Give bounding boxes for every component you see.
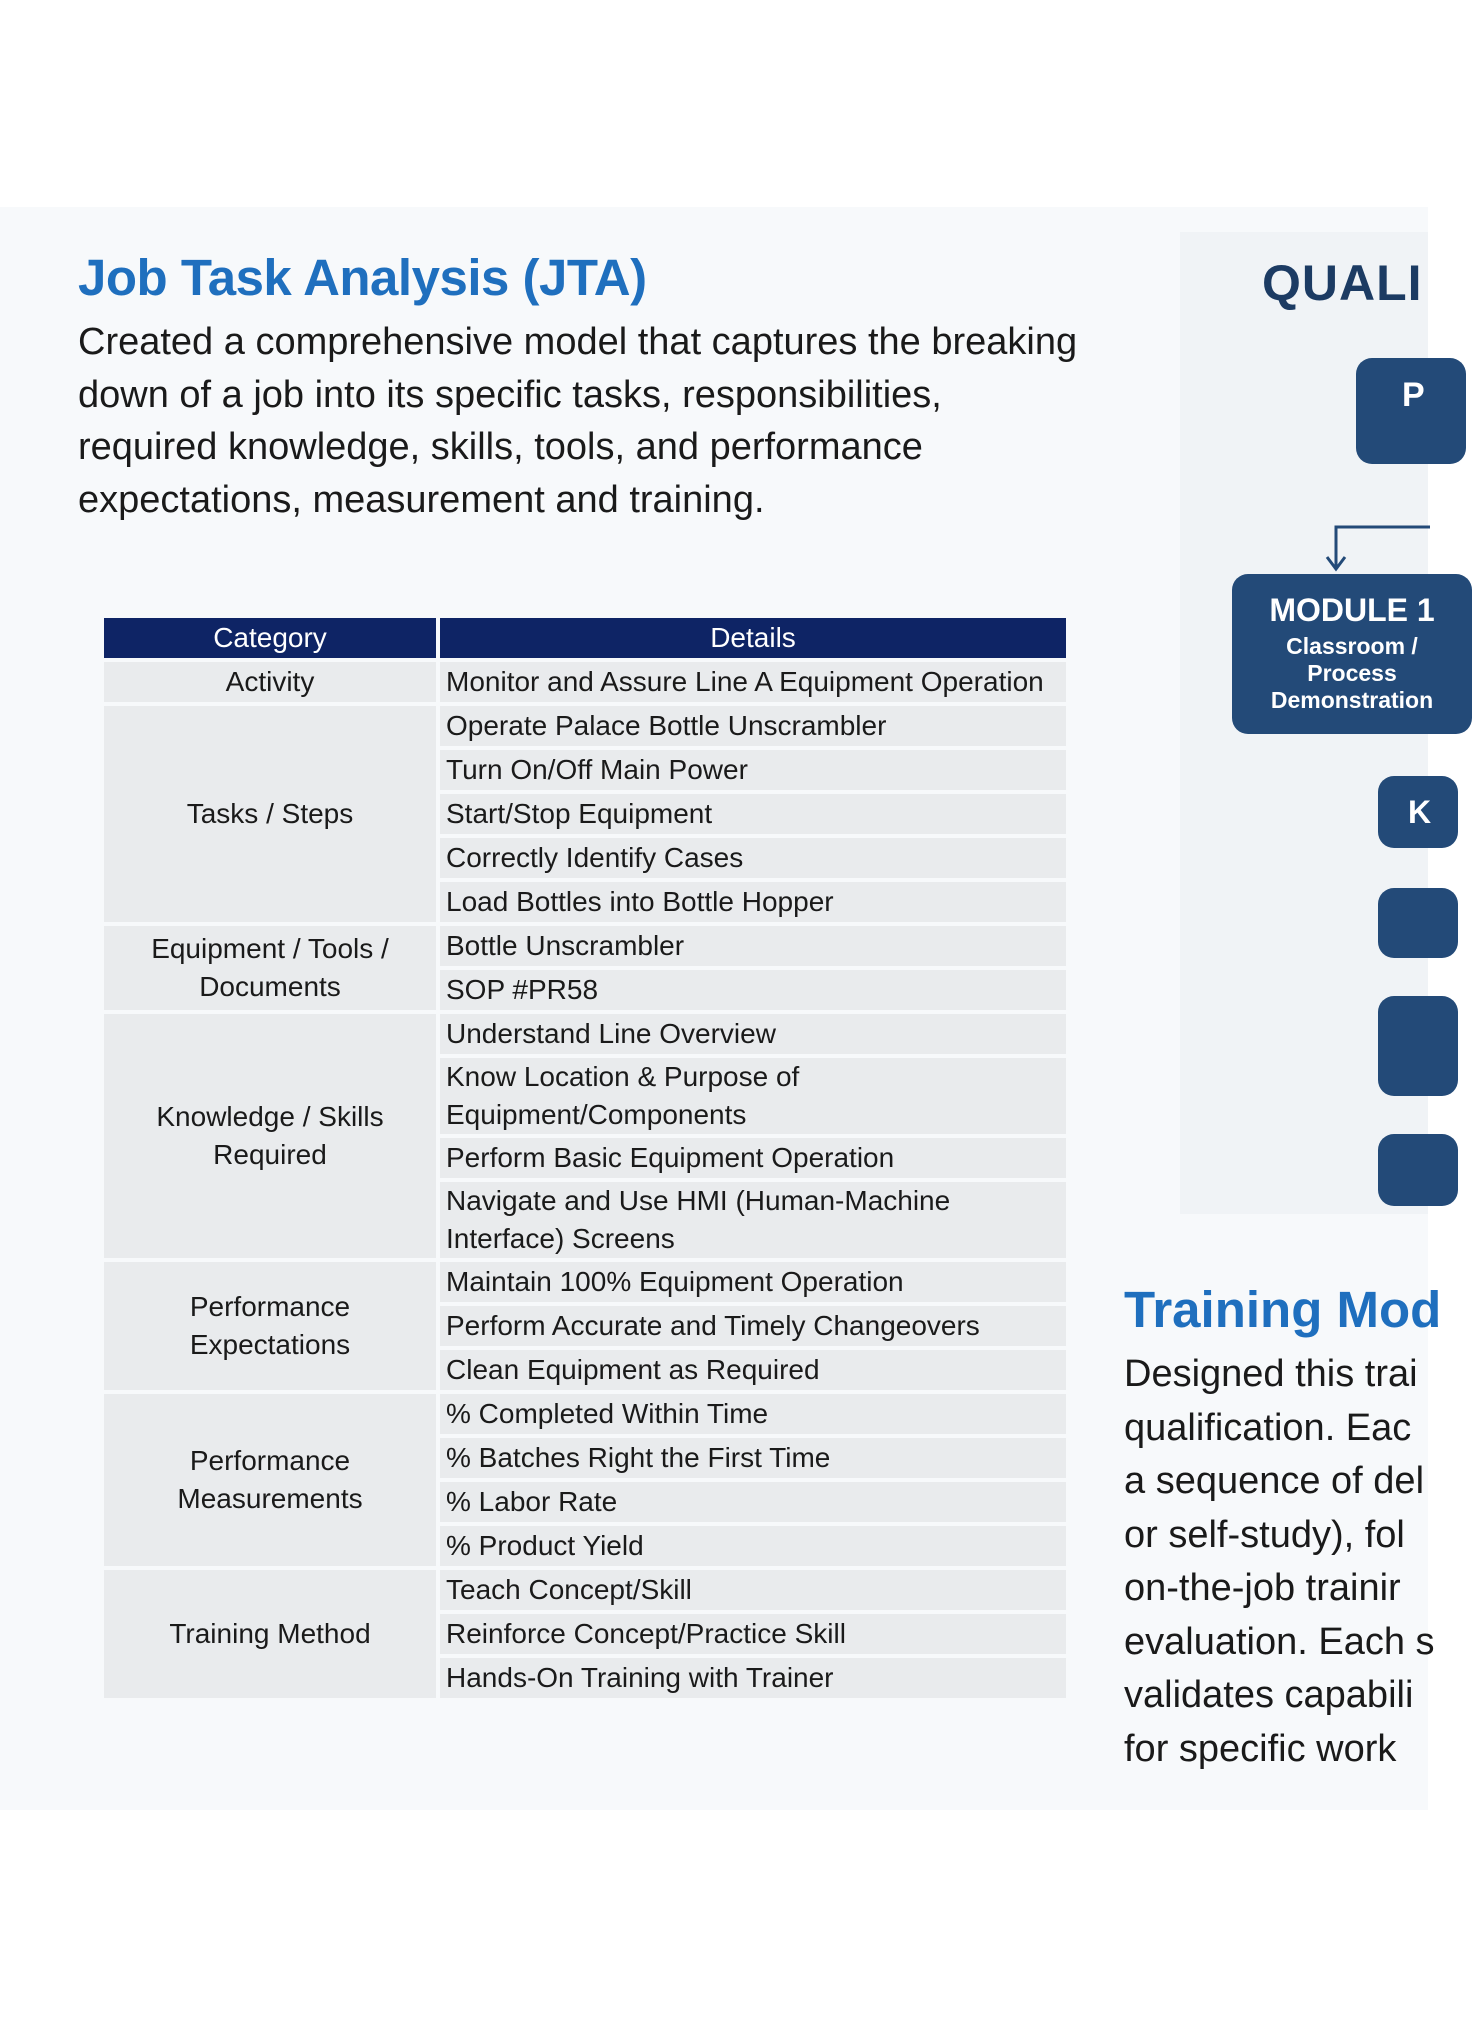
training-model-title: Training Mod — [1124, 1281, 1442, 1338]
detail-cell: Start/Stop Equipment — [440, 794, 1066, 834]
detail-cell: Know Location & Purpose of Equipment/Components — [440, 1058, 1066, 1134]
jta-table — [100, 614, 1070, 1702]
detail-cell: % Product Yield — [440, 1526, 1066, 1566]
training-model-line: Designed this trai — [1124, 1353, 1418, 1395]
detail-cell: Maintain 100% Equipment Operation — [440, 1262, 1066, 1302]
training-model-line: validates capabili — [1124, 1674, 1414, 1716]
table-row — [104, 1394, 1066, 1434]
table-row — [104, 662, 1066, 702]
training-model-line: for specific work — [1124, 1727, 1397, 1770]
module-1-line: Process — [1307, 660, 1397, 686]
detail-cell: Perform Accurate and Timely Changeovers — [440, 1306, 1066, 1346]
jta-title: Job Task Analysis (JTA) — [78, 249, 647, 306]
diagram-box-program: P — [1356, 358, 1466, 464]
diagram-box-module-1 — [1232, 574, 1472, 734]
table-header-row — [104, 618, 1066, 658]
detail-cell: % Completed Within Time — [440, 1394, 1066, 1434]
module-1-title: MODULE 1 — [1269, 592, 1435, 628]
header-category: Category — [104, 618, 436, 658]
diagram-title: QUALI — [1262, 255, 1423, 311]
category-cell: Activity — [104, 662, 436, 702]
diagram-box — [1378, 888, 1458, 958]
detail-cell: Teach Concept/Skill — [440, 1570, 1066, 1610]
jta-description: Created a comprehensive model that captures the breaking down of a job into its specific tasks, responsibilities, required knowledge, skills, tools, and performance expectations, measurement and training. — [78, 321, 1078, 521]
detail-cell: Clean Equipment as Required — [440, 1350, 1066, 1390]
training-model-line: evaluation. Each s — [1124, 1620, 1435, 1663]
table-row — [104, 1570, 1066, 1610]
detail-cell: % Batches Right the First Time — [440, 1438, 1066, 1478]
detail-cell: Understand Line Overview — [440, 1014, 1066, 1054]
training-model-body — [1124, 1348, 1435, 1776]
detail-cell: Turn On/Off Main Power — [440, 750, 1066, 790]
detail-cell: Correctly Identify Cases — [440, 838, 1066, 878]
table-row — [104, 1014, 1066, 1054]
category-cell: Equipment / Tools / Documents — [104, 926, 436, 1010]
training-model-line: or self-study), fol — [1124, 1513, 1405, 1556]
detail-cell: Load Bottles into Bottle Hopper — [440, 882, 1066, 922]
diagram-box — [1378, 1134, 1458, 1206]
detail-cell: Monitor and Assure Line A Equipment Operation — [440, 662, 1066, 702]
category-cell: Tasks / Steps — [104, 706, 436, 922]
detail-cell: Perform Basic Equipment Operation — [440, 1138, 1066, 1178]
detail-cell: Bottle Unscrambler — [440, 926, 1066, 966]
category-cell: Knowledge / Skills Required — [104, 1014, 436, 1258]
diagram-box-k: K — [1378, 776, 1458, 848]
table-row — [104, 1262, 1066, 1302]
training-model-line: a sequence of del — [1124, 1460, 1425, 1502]
detail-cell: Reinforce Concept/Practice Skill — [440, 1614, 1066, 1654]
detail-cell: Hands-On Training with Trainer — [440, 1658, 1066, 1698]
detail-cell: SOP #PR58 — [440, 970, 1066, 1010]
header-details: Details — [440, 618, 1066, 658]
training-model-line: on-the-job trainir — [1124, 1567, 1401, 1609]
category-cell: Training Method — [104, 1570, 436, 1698]
module-1-line: Demonstration — [1270, 687, 1434, 713]
table-row — [104, 926, 1066, 966]
detail-cell: % Labor Rate — [440, 1482, 1066, 1522]
category-cell: Performance Measurements — [104, 1394, 436, 1566]
category-cell: Performance Expectations — [104, 1262, 436, 1390]
detail-cell: Operate Palace Bottle Unscrambler — [440, 706, 1066, 746]
module-1-line: Classroom / — [1286, 633, 1418, 659]
training-model-line: qualification. Eac — [1124, 1406, 1412, 1449]
detail-cell: Navigate and Use HMI (Human-Machine Interface) Screens — [440, 1182, 1066, 1258]
table-row — [104, 706, 1066, 746]
diagram-box — [1378, 996, 1458, 1096]
diagram-connector-arrow — [1310, 515, 1430, 575]
